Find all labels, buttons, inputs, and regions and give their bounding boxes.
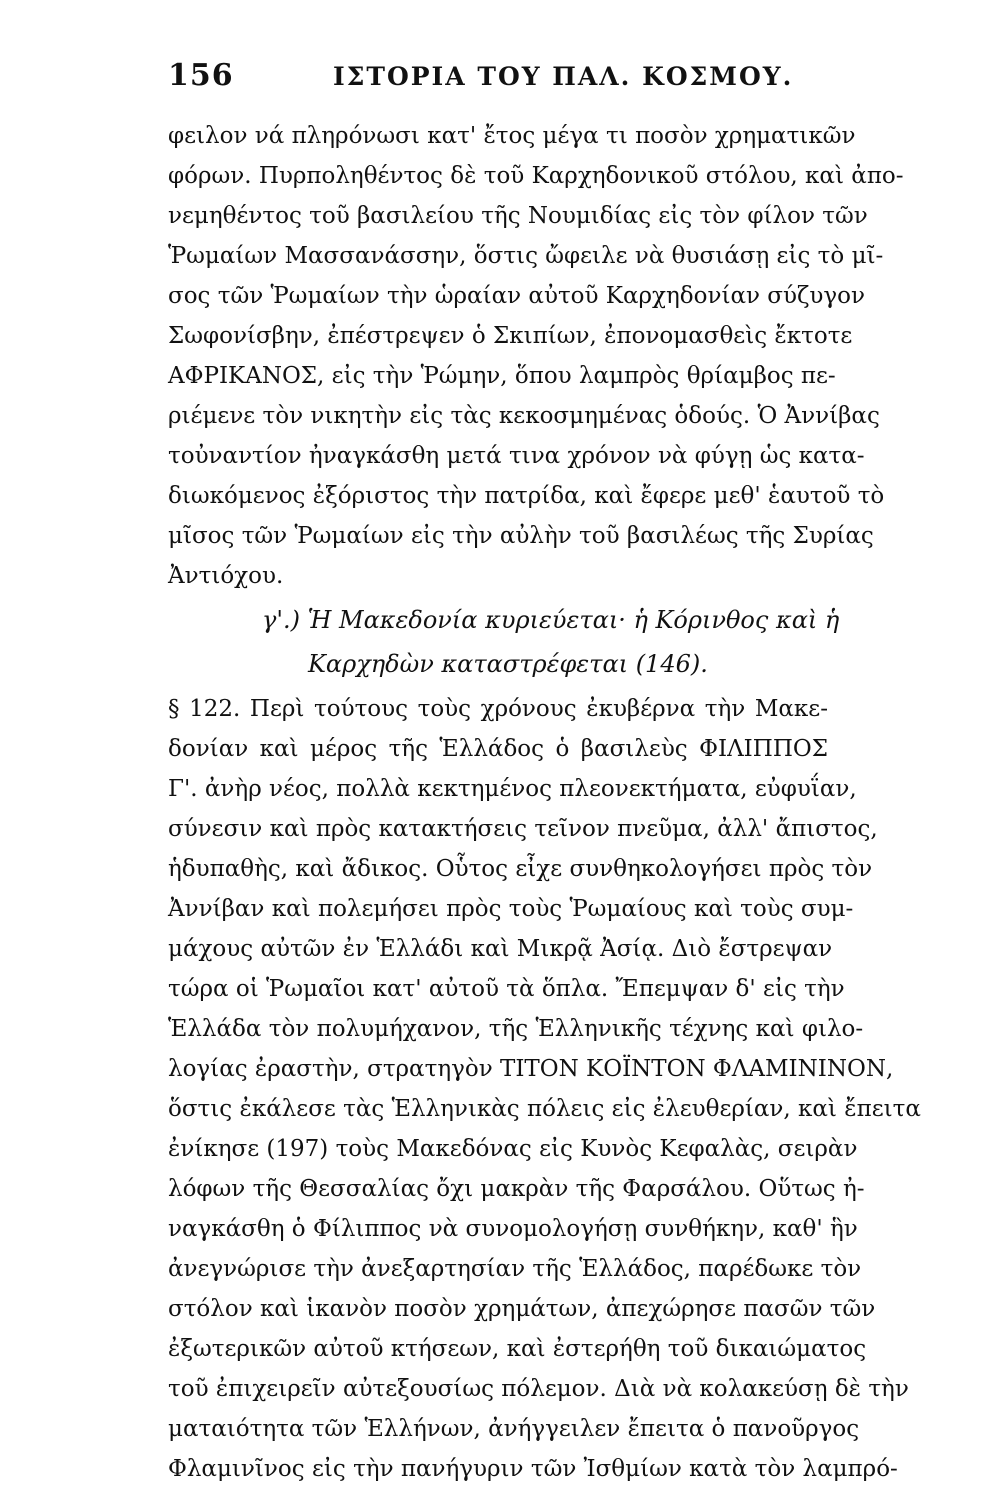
text-line: νεμηθέντος τοῦ βασιλείου τῆς Νουμιδίας εἰς τὸν φίλον τῶν <box>168 203 868 229</box>
text-line: Γ'. ἀνὴρ νέος, πολλὰ κεκτημένος πλεονεκτήματα, εὐφυΐαν, <box>168 776 857 802</box>
text-line: Φλαμινῖνος εἰς τὴν πανήγυριν τῶν Ἰσθμίων κατὰ τὸν λαμπρό- <box>168 1456 898 1482</box>
text-line: σος τῶν Ῥωμαίων τὴν ὡραίαν αὐτοῦ Καρχηδονίαν σύζυγον <box>168 283 865 309</box>
text-line: ΑΦΡΙΚΑΝΟΣ, εἰς τὴν Ῥώμην, ὅπου λαμπρὸς θρίαμβος πε- <box>168 363 836 389</box>
text-line: ἀνεγνώρισε τὴν ἀνεξαρτησίαν τῆς Ἑλλάδος, παρέδωκε τὸν <box>168 1256 862 1282</box>
section-heading-line-1: γ'.) Ἡ Μακεδονία κυριεύεται· ἡ Κόρινθος καὶ ἡ <box>262 606 840 634</box>
text-line: λόφων τῆς Θεσσαλίας ὄχι μακρὰν τῆς Φαρσάλου. Οὕτως ἠ- <box>168 1176 865 1202</box>
text-line: ἐξωτερικῶν αὐτοῦ κτήσεων, καὶ ἐστερήθη τοῦ δικαιώματος <box>168 1336 867 1362</box>
text-line: μάχους αὐτῶν ἐν Ἑλλάδι καὶ Μικρᾷ Ἀσίᾳ. Διὸ ἔστρεψαν <box>168 936 833 962</box>
text-line: Ῥωμαίων Μασσανάσσην, ὅστις ὤφειλε νὰ θυσιάσῃ εἰς τὸ μῖ- <box>168 243 884 269</box>
text-line: σύνεσιν καὶ πρὸς κατακτήσεις τεῖνον πνεῦμα, ἀλλ' ἄπιστος, <box>168 816 878 842</box>
text-line: τώρα οἱ Ῥωμαῖοι κατ' αὐτοῦ τὰ ὅπλα. Ἔπεμψαν δ' εἰς τὴν <box>168 976 845 1002</box>
text-line: ριέμενε τὸν νικητὴν εἰς τὰς κεκοσμημένας ὁδούς. Ὁ Ἀννίβας <box>168 403 880 429</box>
text-line: ἐνίκησε (197) τοὺς Μακεδόνας εἰς Κυνὸς Κεφαλὰς, σειρὰν <box>168 1136 858 1162</box>
text-line: μῖσος τῶν Ῥωμαίων εἰς τὴν αὐλὴν τοῦ βασιλέως τῆς Συρίας <box>168 523 874 549</box>
text-line: Σωφονίσβην, ἐπέστρεψεν ὁ Σκιπίων, ἐπονομασθεὶς ἔκτοτε <box>168 323 853 349</box>
text-line: Ἑλλάδα τὸν πολυμήχανον, τῆς Ἑλληνικῆς τέχνης καὶ φιλο- <box>168 1016 864 1042</box>
running-title: ΙΣΤΟΡΙΑ ΤΟΥ ΠΑΛ. ΚΟΣΜΟΥ. <box>333 62 794 91</box>
text-line: ματαιότητα τῶν Ἑλλήνων, ἀνήγγειλεν ἔπειτα ὁ πανοῦργος <box>168 1416 860 1442</box>
section-heading-line-2: Καρχηδὼν καταστρέφεται (146). <box>308 650 708 678</box>
text-line: λογίας ἐραστὴν, στρατηγὸν ΤΙΤΟΝ ΚΟΪΝΤΟΝ ΦΛΑΜΙΝΙΝΟΝ, <box>168 1056 894 1082</box>
text-line: ὅστις ἐκάλεσε τὰς Ἑλληνικὰς πόλεις εἰς ἐλευθερίαν, καὶ ἔπειτα <box>168 1096 921 1122</box>
text-line: φειλον νά πληρόνωσι κατ' ἔτος μέγα τι ποσὸν χρηματικῶν <box>168 123 856 149</box>
text-line: δονίαν καὶ μέρος τῆς Ἑλλάδος ὁ βασιλεὺς ΦΙΛΙΠΠΟΣ <box>168 736 828 762</box>
page-header <box>168 58 828 98</box>
text-line: φόρων. Πυρποληθέντος δὲ τοῦ Καρχηδονικοῦ στόλου, καὶ ἀπο- <box>168 163 904 189</box>
text-line: διωκόμενος ἐξόριστος τὴν πατρίδα, καὶ ἔφερε μεθ' ἑαυτοῦ τὸ <box>168 483 885 509</box>
text-line: τοὐναντίον ἠναγκάσθη μετά τινα χρόνον νὰ φύγῃ ὡς κατα- <box>168 443 865 469</box>
text-line: στόλον καὶ ἱκανὸν ποσὸν χρημάτων, ἀπεχώρησε πασῶν τῶν <box>168 1296 876 1322</box>
text-line: Ἀννίβαν καὶ πολεμήσει πρὸς τοὺς Ῥωμαίους καὶ τοὺς συμ- <box>168 896 854 922</box>
text-line: ναγκάσθη ὁ Φίλιππος νὰ συνομολογήσῃ συνθήκην, καθ' ἣν <box>168 1216 858 1242</box>
page-number: 156 <box>168 58 234 93</box>
text-line: Ἀντιόχου. <box>168 563 284 589</box>
text-line: § 122. Περὶ τούτους τοὺς χρόνους ἐκυβέρνα τὴν Μακε- <box>168 696 828 722</box>
text-line: τοῦ ἐπιχειρεῖν αὐτεξουσίως πόλεμον. Διὰ νὰ κολακεύσῃ δὲ τὴν <box>168 1376 909 1402</box>
text-line: ἡδυπαθὴς, καὶ ἄδικος. Οὗτος εἶχε συνθηκολογήσει πρὸς τὸν <box>168 856 873 882</box>
